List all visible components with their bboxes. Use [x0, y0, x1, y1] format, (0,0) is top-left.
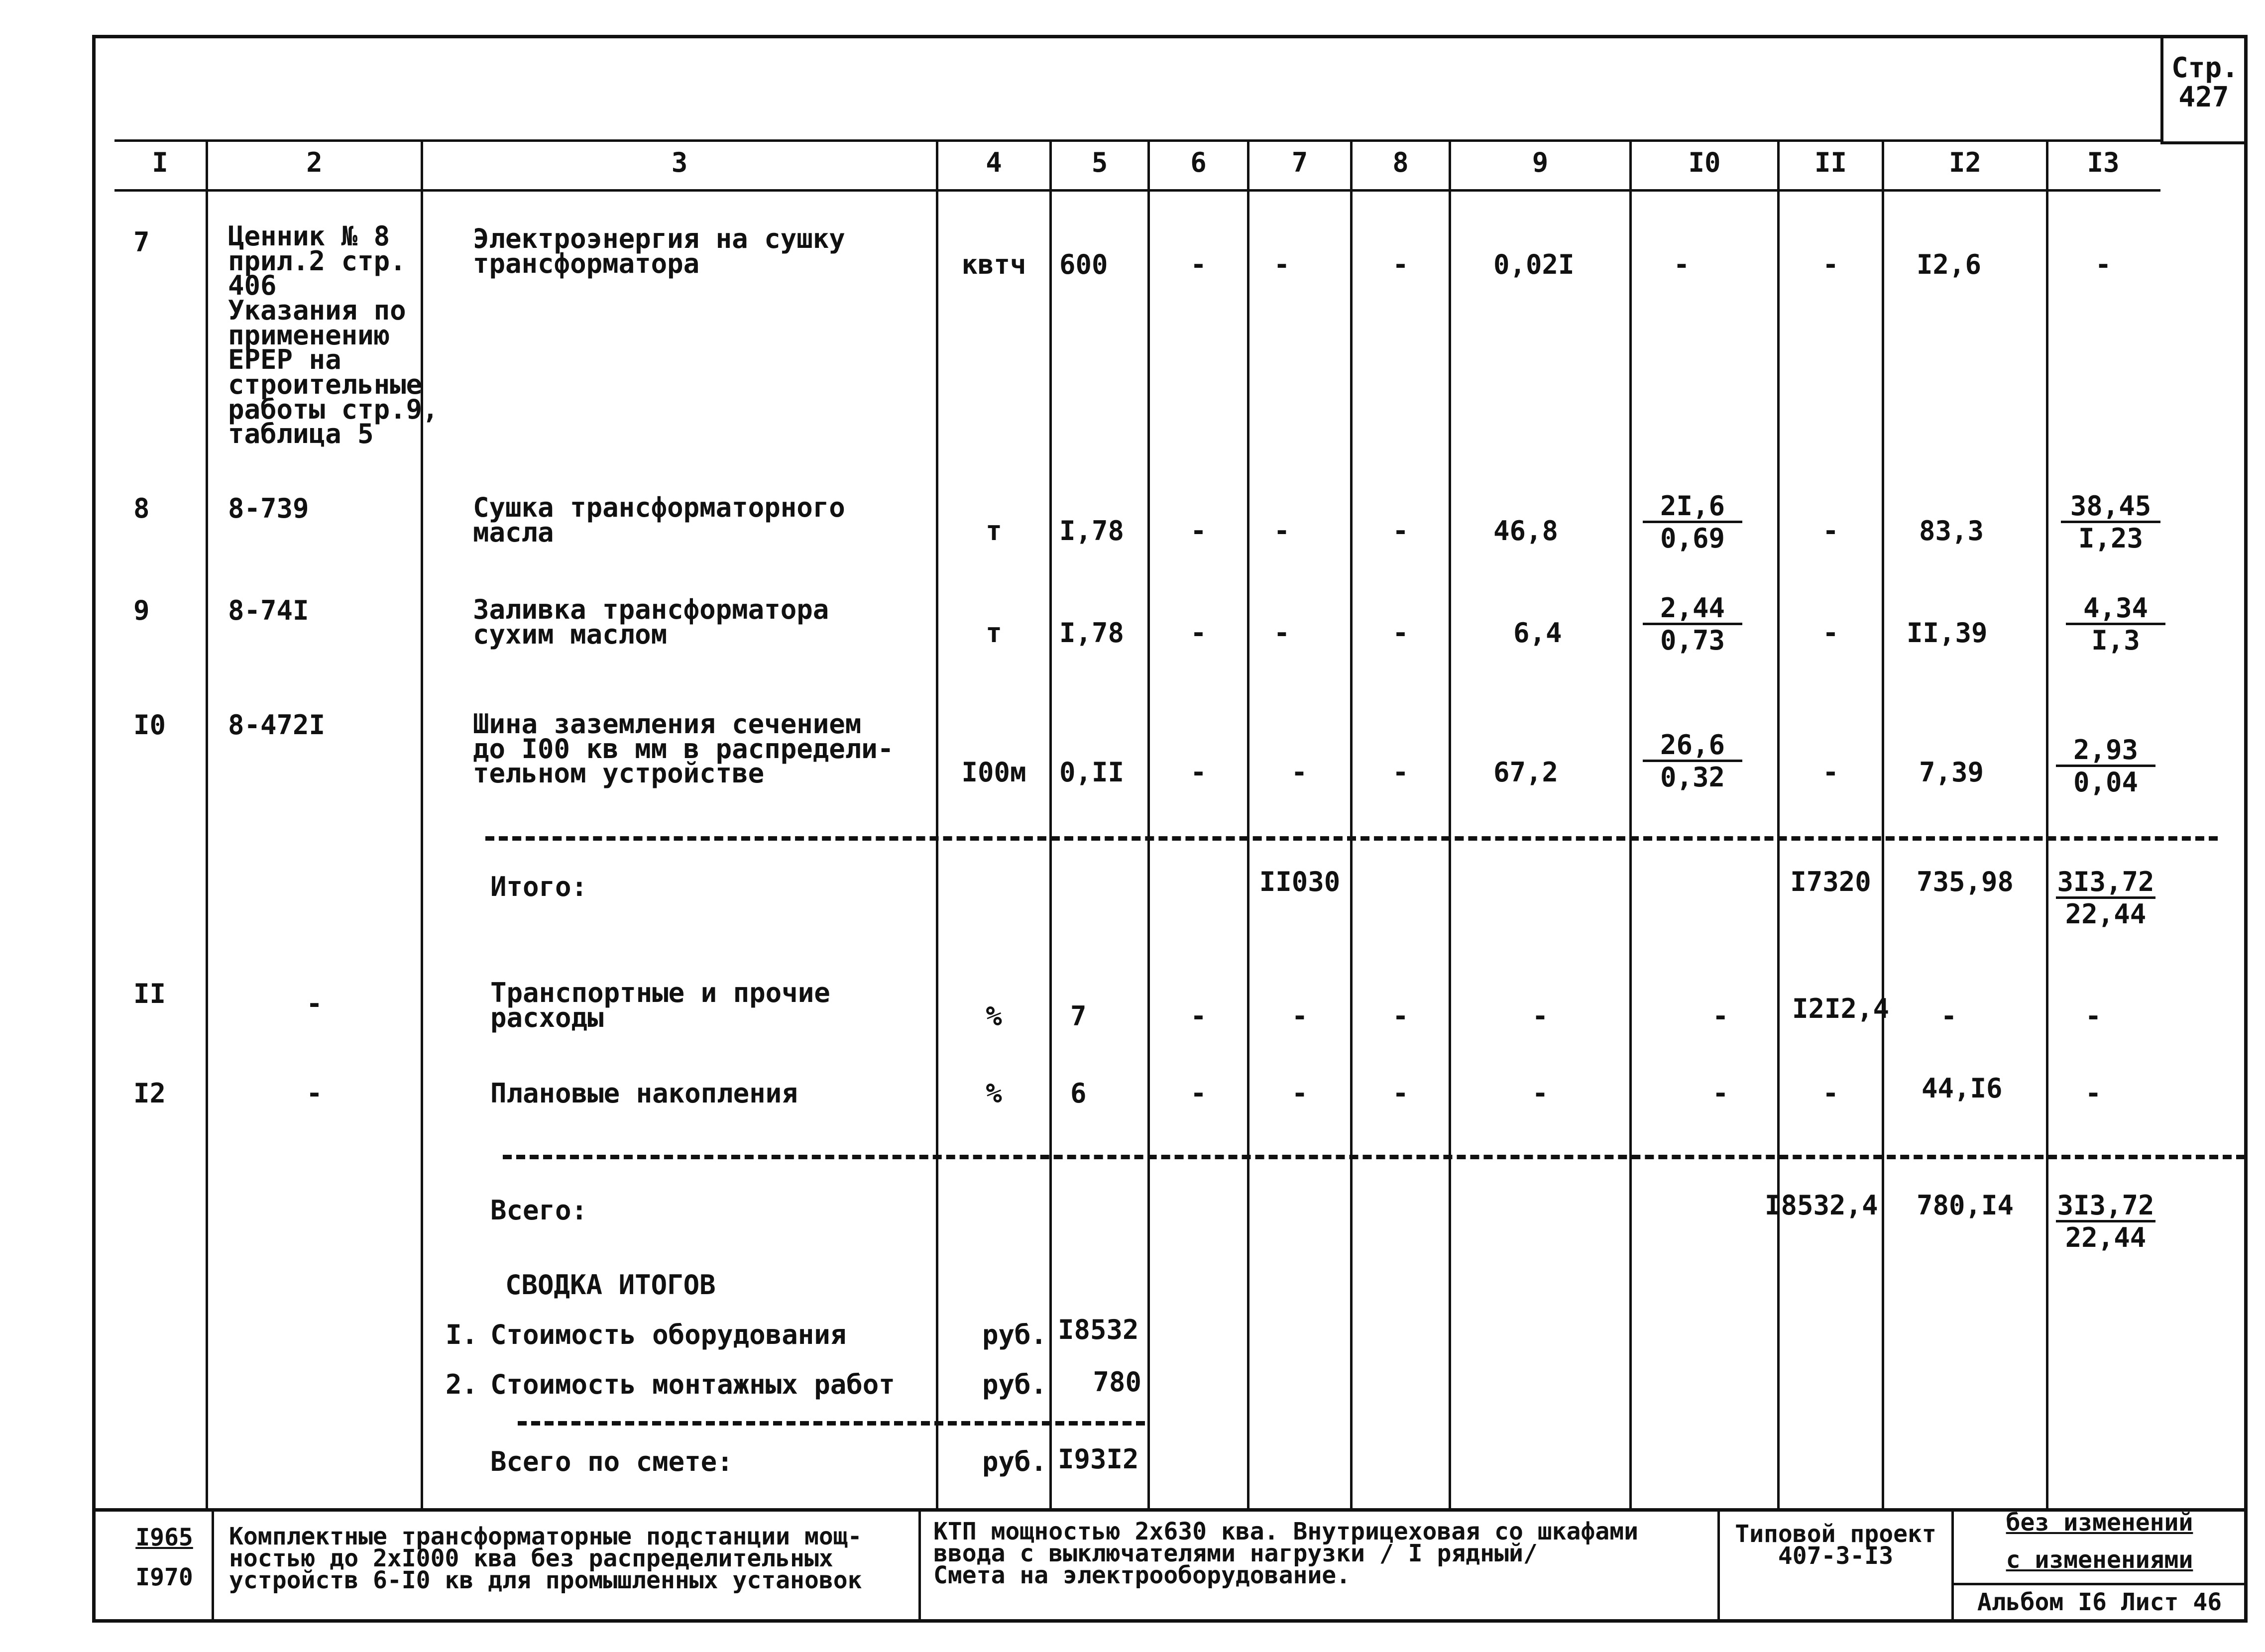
row-9-c7: -: [1273, 617, 1290, 649]
row-9-ref: 8-74I: [228, 595, 309, 626]
row-7-c8: -: [1392, 249, 1409, 280]
tb-line-1: [212, 1511, 214, 1623]
row-9-c8: -: [1392, 617, 1409, 649]
col-line-12: [2046, 139, 2048, 1508]
row-9-c10-den: 0,73: [1660, 625, 1725, 656]
summary-item-2-value: 780: [1093, 1366, 1141, 1398]
row-12-unit: %: [986, 1078, 1002, 1109]
subtotal-c11: I7320: [1790, 866, 1871, 897]
row-12-c12: 44,I6: [1922, 1073, 2003, 1104]
summary-item-2-label: Стоимость монтажных работ: [490, 1369, 895, 1400]
row-8-c10-den: 0,69: [1660, 523, 1725, 554]
total-c13-num: 3I3,72: [2056, 1192, 2155, 1222]
dashed-separator-3: [518, 1421, 1145, 1426]
with-changes-label: с изменениями: [2006, 1546, 2193, 1574]
album-sheet-label: Альбом I6 Лист 46: [1977, 1588, 2222, 1616]
row-10-c13-den: 0,04: [2073, 767, 2139, 798]
page-number: Стр. 427: [2171, 52, 2239, 113]
grand-total-value: I93I2: [1058, 1443, 1139, 1475]
row-12-c9: -: [1532, 1078, 1549, 1109]
subtotal-c12: 735,98: [1916, 866, 2014, 897]
row-10-c10-fraction: [1643, 729, 1742, 793]
row-11-c12: -: [1940, 1000, 1957, 1032]
row-9-c13-fraction: [2066, 592, 2165, 656]
tb-album-line: [1954, 1583, 2245, 1585]
total-c12: 780,I4: [1916, 1190, 2014, 1221]
row-11-c10: -: [1712, 1000, 1729, 1032]
row-10-c13-num: 2,93: [2056, 737, 2155, 767]
row-8-c10-fraction: [1643, 490, 1742, 554]
row-8-name: Сушка трансформаторного масла: [473, 492, 845, 548]
row-8-c11: -: [1822, 515, 1839, 547]
row-7-c7: -: [1273, 249, 1290, 280]
row-11-name: Транспортные и прочие расходы: [490, 977, 830, 1033]
row-7-c12: I2,6: [1917, 249, 1982, 280]
subtotal-c7: II030: [1259, 866, 1341, 897]
row-10-c13-fraction: [2056, 734, 2155, 798]
row-10-unit: I00м: [961, 757, 1026, 788]
col-line-10: [1777, 139, 1780, 1508]
row-9-unit: т: [986, 617, 1002, 649]
total-c11: I8532,4: [1765, 1190, 1878, 1221]
dashed-separator-2: [503, 1155, 2245, 1159]
col-header-9: 9: [1532, 147, 1549, 178]
row-9-c12: II,39: [1907, 617, 1988, 649]
row-8-no: 8: [133, 493, 150, 524]
row-11-no: II: [133, 978, 166, 1009]
project-description: Комплектные трансформаторные подстанции мощ- ностью до 2хI000 ква без распределительных устройств 6-I0 кв для промышленных установок: [229, 1523, 862, 1595]
col-header-5: 5: [1091, 147, 1108, 178]
row-11-c8: -: [1392, 1000, 1409, 1032]
row-8-unit: т: [986, 515, 1002, 547]
row-12-c11: -: [1822, 1078, 1839, 1109]
row-8-qty: I,78: [1059, 515, 1125, 547]
summary-item-1-label: Стоимость оборудования: [490, 1319, 847, 1350]
summary-item-1-no: I.: [446, 1319, 478, 1350]
row-10-c6: -: [1190, 757, 1207, 788]
summary-title: СВОДКА ИТОГОВ: [505, 1269, 716, 1301]
year-top: I965: [135, 1524, 193, 1551]
col-line-9: [1629, 139, 1632, 1508]
col-header-7: 7: [1291, 147, 1308, 178]
col-line-1: [206, 139, 208, 1508]
row-11-qty: 7: [1070, 1000, 1087, 1032]
row-8-c8: -: [1392, 515, 1409, 547]
row-9-c13-num: 4,34: [2066, 595, 2165, 625]
total-label: Всего:: [490, 1195, 588, 1226]
col-line-5: [1147, 139, 1150, 1508]
grand-total-unit: руб.: [982, 1446, 1047, 1477]
row-10-c10-den: 0,32: [1660, 762, 1725, 793]
tb-line-2: [918, 1511, 921, 1623]
row-8-c10-num: 2I,6: [1643, 493, 1742, 523]
year-bottom: I970: [135, 1563, 193, 1591]
row-7-no: 7: [133, 226, 150, 258]
subtotal-c13-fraction: [2056, 866, 2155, 930]
row-10-c10-num: 26,6: [1643, 732, 1742, 762]
col-header-11: II: [1814, 147, 1847, 178]
row-8-c7: -: [1273, 515, 1290, 547]
row-9-c11: -: [1822, 617, 1839, 649]
row-9-name: Заливка трансформатора сухим маслом: [473, 594, 829, 650]
col-header-12: I2: [1948, 147, 1982, 178]
summary-item-1-unit: руб.: [982, 1319, 1047, 1350]
row-8-c12: 83,3: [1919, 515, 1984, 547]
row-9-qty: I,78: [1059, 617, 1125, 649]
row-11-c11: I2I2,4: [1792, 993, 1890, 1024]
row-12-c6: -: [1190, 1078, 1207, 1109]
row-12-c10: -: [1712, 1078, 1729, 1109]
row-8-c9: 46,8: [1493, 515, 1559, 547]
row-12-name: Плановые накопления: [490, 1078, 798, 1109]
subtotal-label: Итого:: [490, 871, 588, 902]
row-7-qty: 600: [1059, 249, 1108, 280]
row-11-ref: -: [306, 988, 323, 1019]
col-header-4: 4: [986, 147, 1002, 178]
row-9-c6: -: [1190, 617, 1207, 649]
row-7-ref: Ценник № 8 прил.2 стр. 406 Указания по применению ЕРЕР на строительные работы стр.9, таблица 5: [228, 220, 439, 450]
row-9-no: 9: [133, 595, 150, 626]
row-11-c6: -: [1190, 1000, 1207, 1032]
row-11-c9: -: [1532, 1000, 1549, 1032]
row-10-c12: 7,39: [1919, 757, 1984, 788]
col-line-3: [936, 139, 938, 1508]
row-7-c6: -: [1190, 249, 1207, 280]
subtotal-c13-den: 22,44: [2065, 898, 2147, 930]
col-header-8: 8: [1392, 147, 1409, 178]
row-11-unit: %: [986, 1000, 1002, 1032]
subtotal-c13-num: 3I3,72: [2056, 869, 2155, 899]
row-11-c7: -: [1291, 1000, 1308, 1032]
grand-total-label: Всего по смете:: [490, 1446, 733, 1477]
row-9-c13-den: I,3: [2091, 625, 2140, 656]
row-10-qty: 0,II: [1059, 757, 1125, 788]
row-12-no: I2: [133, 1078, 166, 1109]
col-header-10: I0: [1688, 147, 1721, 178]
row-7-c9: 0,02I: [1493, 249, 1575, 280]
row-7-unit: квтч: [961, 249, 1026, 280]
row-7-name: Электроэнергия на сушку трансформатора: [473, 223, 845, 279]
col-line-8: [1449, 139, 1451, 1508]
row-9-c10-fraction: [1643, 592, 1742, 656]
total-c13-fraction: [2056, 1192, 2155, 1251]
row-10-c11: -: [1822, 757, 1839, 788]
summary-item-2-unit: руб.: [982, 1369, 1047, 1400]
row-12-c8: -: [1392, 1078, 1409, 1109]
row-12-qty: 6: [1070, 1078, 1087, 1109]
row-12-c7: -: [1291, 1078, 1308, 1109]
row-7-c13: -: [2095, 249, 2112, 280]
col-line-7: [1350, 139, 1353, 1508]
total-c13-den: 22,44: [2065, 1222, 2147, 1253]
row-8-ref: 8-739: [228, 493, 309, 524]
row-10-c7: -: [1291, 757, 1308, 788]
row-10-ref: 8-472I: [228, 709, 326, 741]
row-12-ref: -: [306, 1078, 323, 1109]
row-9-c10-num: 2,44: [1643, 595, 1742, 625]
row-12-c13: -: [2085, 1078, 2102, 1109]
row-8-c13-num: 38,45: [2061, 493, 2160, 523]
col-header-6: 6: [1190, 147, 1207, 178]
row-10-name: Шина заземления сечением до I00 кв мм в распредели- тельном устройстве: [473, 708, 894, 789]
row-10-c8: -: [1392, 757, 1409, 788]
row-11-c13: -: [2085, 1000, 2102, 1032]
col-line-4: [1049, 139, 1052, 1508]
row-7-c11: -: [1822, 249, 1839, 280]
row-9-c9: 6,4: [1513, 617, 1562, 649]
no-changes-label: без изменений: [2006, 1509, 2193, 1537]
row-8-c13-fraction: [2061, 490, 2160, 554]
dashed-separator-1: [485, 836, 2218, 841]
summary-item-1-value: I8532: [1058, 1314, 1139, 1345]
col-header-1: I: [152, 147, 168, 178]
summary-item-2-no: 2.: [446, 1369, 478, 1400]
row-10-c9: 67,2: [1493, 757, 1559, 788]
col-header-2: 2: [306, 147, 323, 178]
col-header-3: 3: [671, 147, 688, 178]
row-8-c6: -: [1190, 515, 1207, 547]
row-8-c13-den: I,23: [2078, 523, 2144, 554]
col-line-11: [1882, 139, 1884, 1508]
row-10-no: I0: [133, 709, 166, 741]
project-subject: КТП мощностью 2х630 ква. Внутрицеховая со шкафами ввода с выключателями нагрузки / I рядный/ Смета на электрооборудование.: [933, 1518, 1639, 1590]
project-number: Типовой проект 407-3-I3: [1735, 1520, 1936, 1570]
col-header-13: I3: [2087, 147, 2120, 178]
col-line-6: [1247, 139, 1249, 1508]
row-7-c10: -: [1673, 249, 1690, 280]
